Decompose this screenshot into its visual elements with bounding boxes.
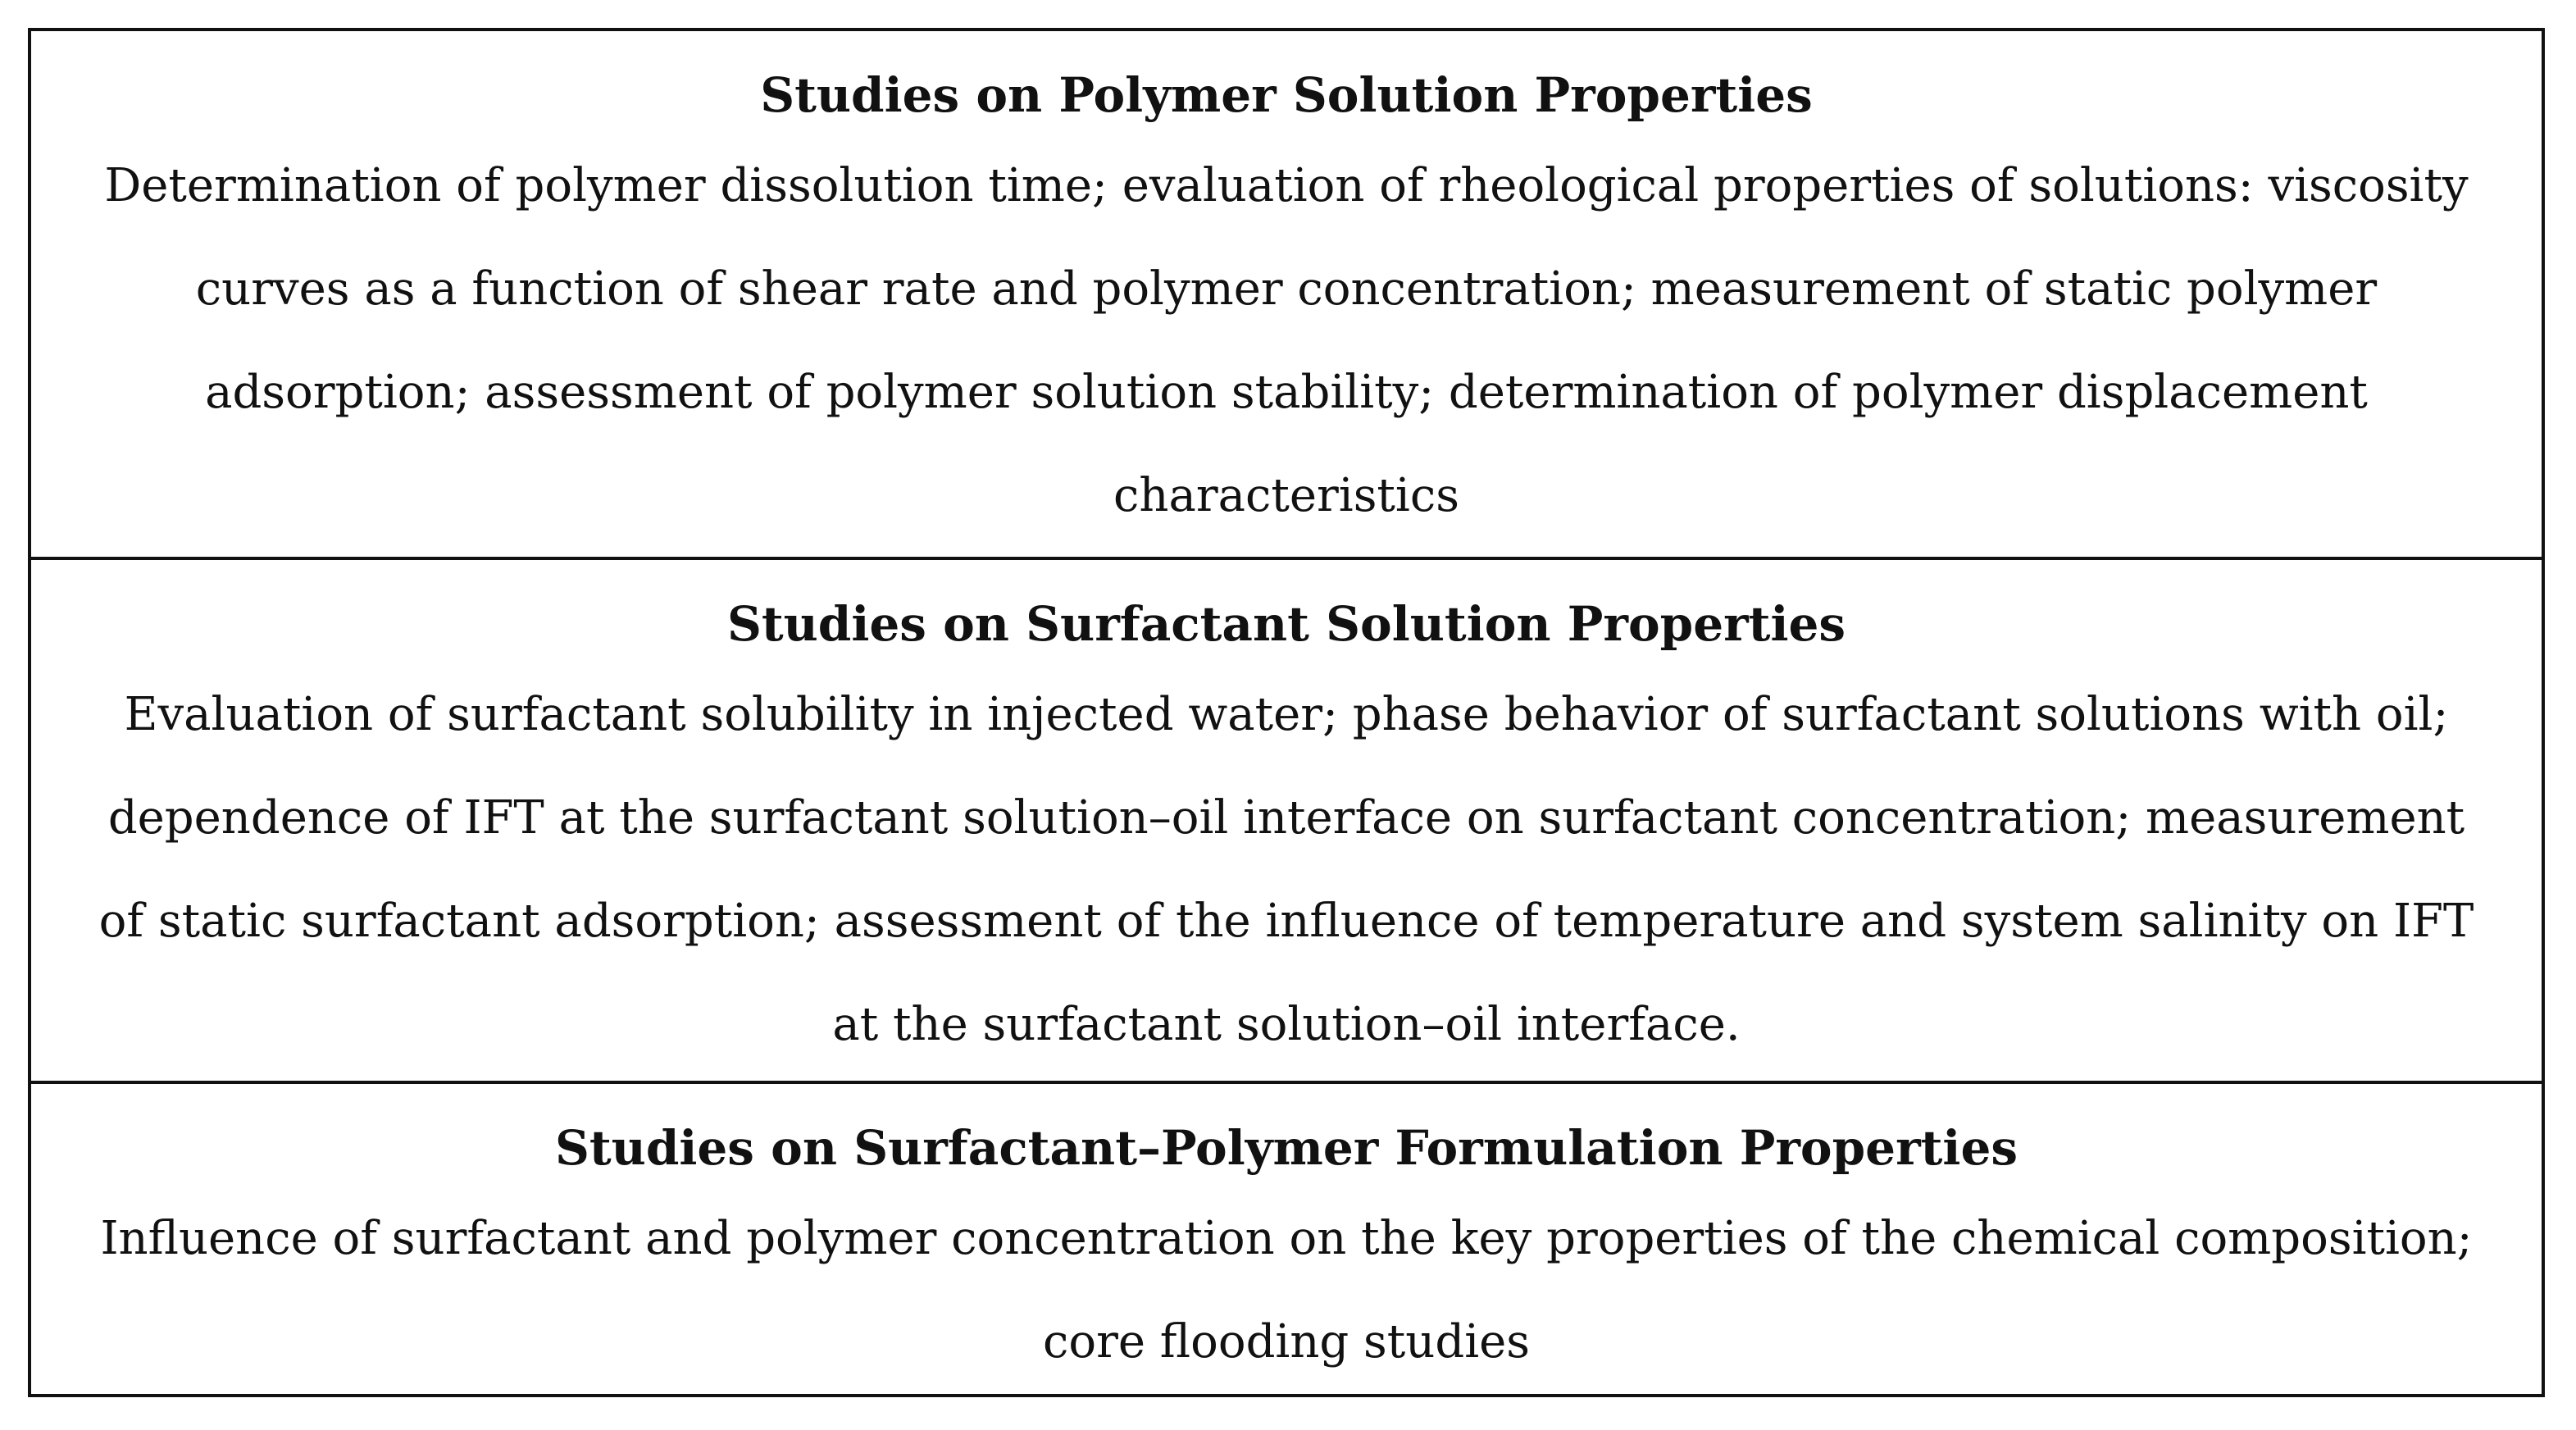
section-body: Influence of surfactant and polymer concentration on the key properties of the chemical composition; core flooding studies xyxy=(100,1212,2473,1369)
section-heading: Studies on Surfactant–Polymer Formulation Properties xyxy=(554,1120,2018,1176)
section-heading: Studies on Polymer Solution Properties xyxy=(760,67,1813,123)
table-section-formulation xyxy=(31,1081,2542,1394)
studies-table xyxy=(28,28,2545,1397)
table-section-surfactant xyxy=(31,557,2542,1081)
section-body: Determination of polymer dissolution time; evaluation of rheological properties of solutions: viscosity curves as a function of shear rate and polymer concentration; measurement of static polymer adsorption; assessment of polymer solution stability; determination of polymer displacement characteristics xyxy=(104,159,2469,522)
section-body: Evaluation of surfactant solubility in injected water; phase behavior of surfactant solutions with oil; dependence of IFT at the surfactant solution–oil interface on surfactant concentration; measurement of static surfactant adsorption; assessment of the influence of temperature and system salinity on IFT at the surfactant solution–oil interface. xyxy=(98,687,2474,1051)
section-heading: Studies on Surfactant Solution Properties xyxy=(726,595,1846,652)
table-section-polymer xyxy=(31,31,2542,557)
